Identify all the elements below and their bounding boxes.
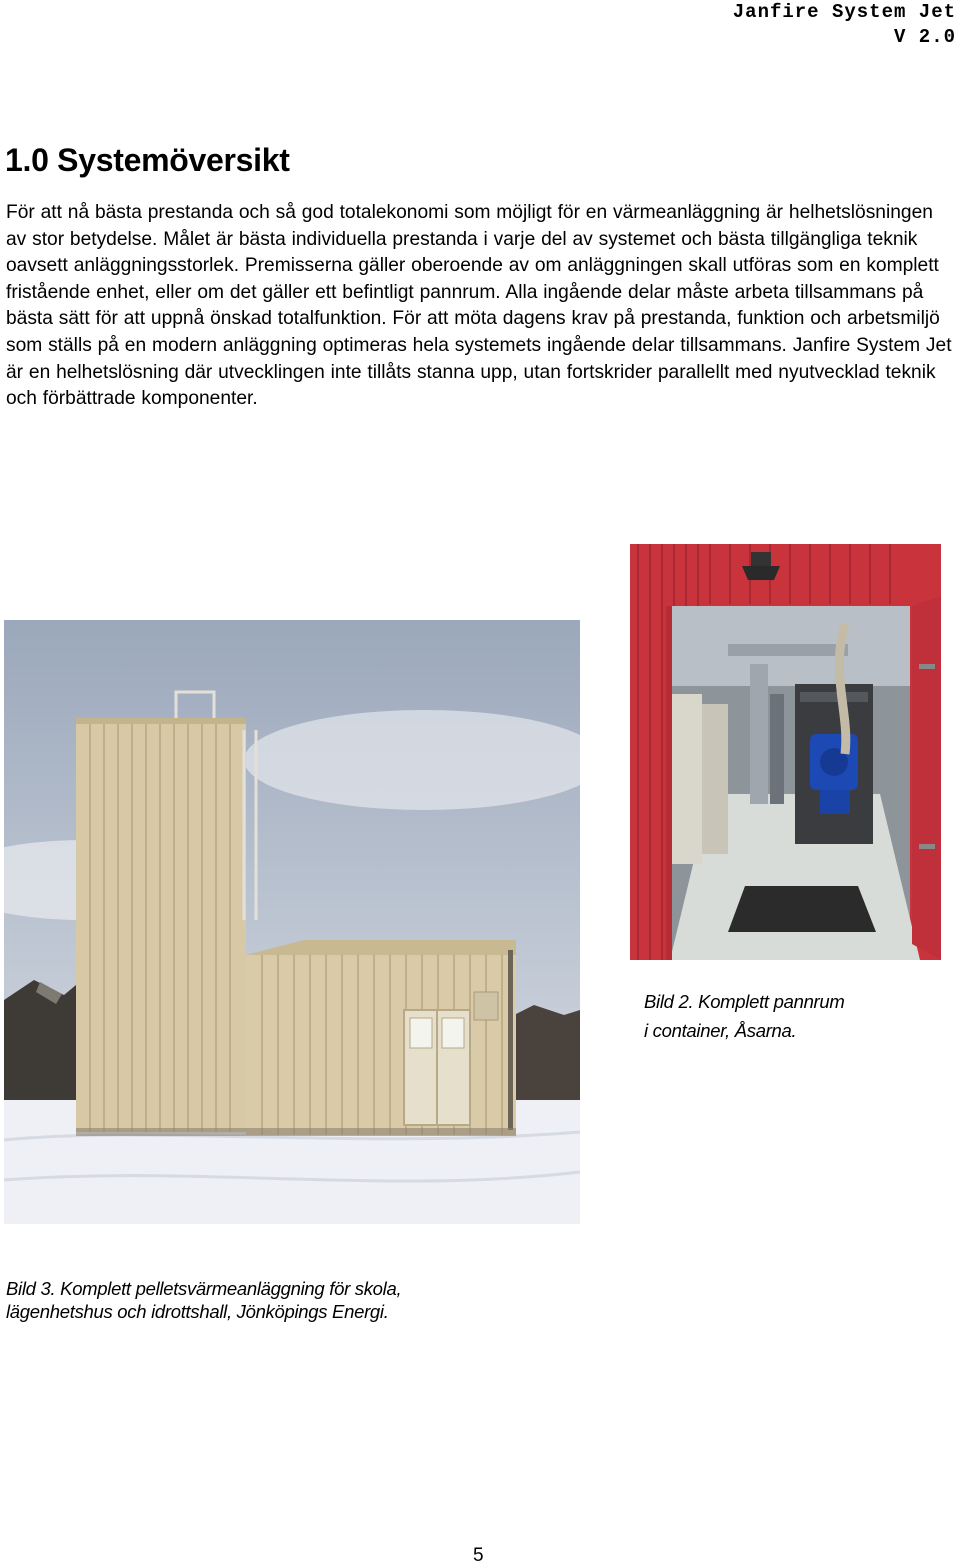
header-version: V 2.0	[893, 26, 956, 48]
caption-bild3-line1: Bild 3. Komplett pelletsvärmeanläggning för skola,	[6, 1278, 402, 1299]
caption-bild2	[644, 987, 884, 1045]
caption-bild3-line2: lägenhetshus och idrottshall, Jönköpings Energi.	[6, 1301, 389, 1322]
section-title: 1.0 Systemöversikt	[5, 142, 290, 178]
caption-bild2-line2: i container, Åsarna.	[644, 1020, 797, 1041]
caption-bild3	[6, 1277, 401, 1323]
caption-bild2-line1: Bild 2. Komplett pannrum	[644, 991, 845, 1012]
header-title: Janfire System Jet	[732, 1, 956, 23]
photo-boiler-room-container	[630, 544, 941, 960]
page-number: 5	[473, 1545, 484, 1566]
photo-pellet-heating-plant	[4, 620, 580, 1224]
document-header	[733, 0, 956, 50]
section-paragraph: För att nå bästa prestanda och så god totalekonomi som möjligt för en värmeanläggning är helhetslösningen av stor betydelse. Målet är bästa individuella prestanda i varje del av systemet och bästa tillgängliga teknik oavsett anläggningsstorlek. Premisserna gäller oberoende av om anläggningen skall utföras som en komplett fristående enhet, eller om det gäller ett befintligt pannrum. Alla ingående delar måste arbeta tillsammans på bästa sätt för att uppnå önskad totalfunktion. För att möta dagens krav på prestanda, funktion och arbetsmiljö som ställs på en modern anläggning optimeras hela systemets ingående delar tillsammans. Janfire System Jet är en helhetslösning där utvecklingen inte tillåts stanna upp, utan fortskrider parallellt med nyutvecklad teknik och förbättrade komponenter.	[6, 202, 952, 410]
